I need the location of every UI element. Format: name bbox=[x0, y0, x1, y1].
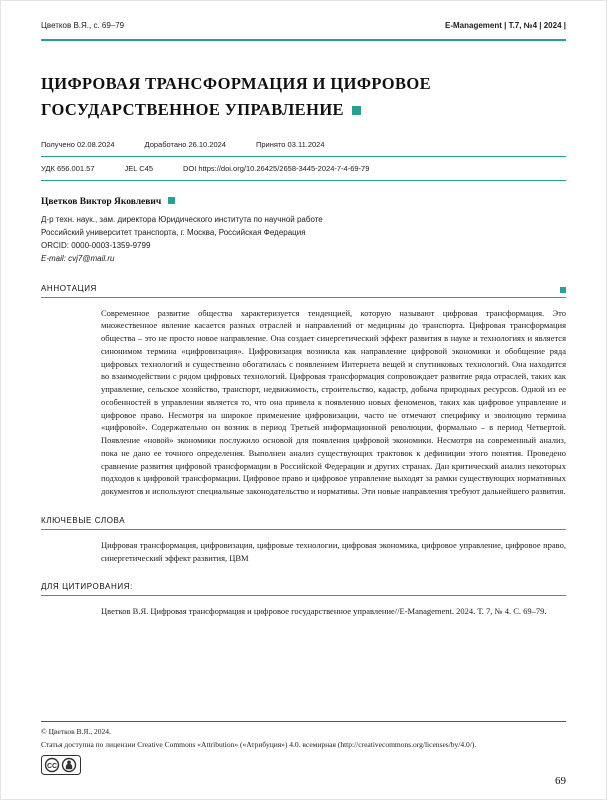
keywords-text: Цифровая трансформация, цифровизация, цифровые технологии, цифровая экономика, цифровое управление, цифровое право, синергетический эффект развития, ЦВМ bbox=[101, 539, 566, 563]
doi-link[interactable]: DOI https://doi.org/10.26425/2658-3445-2024-7-4-69-79 bbox=[183, 164, 370, 174]
keywords-heading: КЛЮЧЕВЫЕ СЛОВА bbox=[41, 515, 126, 525]
license-link[interactable]: Статья доступна по лицензии Creative Commons «Attribution» («Атрибуция») 4.0. всемирная (http://creativecommons.org/licenses/by/4.0/). bbox=[41, 739, 477, 749]
date-received: Получено 02.08.2024 bbox=[41, 140, 115, 150]
cc-by-badge-icon[interactable] bbox=[41, 755, 81, 775]
page-number: 69 bbox=[555, 775, 566, 787]
author-position: Д-р техн. наук., зам. директора Юридического института по научной работе bbox=[41, 215, 323, 225]
author-name bbox=[41, 195, 566, 210]
date-accepted: Принято 03.11.2024 bbox=[255, 140, 325, 150]
author-email-link[interactable]: E-mail: cvj7@mail.ru bbox=[41, 253, 115, 263]
keywords-section-header bbox=[41, 516, 566, 530]
accent-square-icon bbox=[560, 287, 566, 293]
keywords-section bbox=[41, 516, 566, 565]
svg-text:CC: CC bbox=[46, 762, 58, 770]
running-head-journal: E-Management | Т.7, №4 | 2024 | bbox=[445, 21, 566, 30]
article-title-text: ЦИФРОВАЯ ТРАНСФОРМАЦИЯ И ЦИФРОВОЕ ГОСУДАРСТВЕННОЕ УПРАВЛЕНИЕ bbox=[41, 74, 432, 119]
abstract-text: Современное развитие общества характеризуется тенденцией, которую называют цифровая трансформация. Это множественное явление касается разных отраслей и направлений от медицины до транспорта. Цифровая трансформация общества – это не просто новое направление. Она создает синергетический эффект развития в науке и технологиях и является синонимом термина «цифровизация». Цифровизация возникла как направление цифровой экономики и обобщение ряда цифровых технологий и существенно обогатилась с появлением Интернета вещей и спутниковых технологий. Она находится во взаимодействии с рядом цифровых технологий. Цифровая трансформация сопровождает развитие ряда отраслей, таких как управление, сельское хозяйство, транспорт, недвижимость, строительство, кадастр, добыча природных ресурсов. Одной из ее особенностей в управлении является то, что она привела к появлению новых феноменов, таких как цифровое управление и цифровое право. Несмотря на широкое применение цифровизации, часто не отмечают специфику и эволюцию термина «цифровой». Содержательно он возник в период Третьей информационной революции, формально – в период Четвертой. Появление «новой» экономики послужило основой для появления цифровой экономики. Несмотря на современный анализ, пока не дано ее точного определения. Выполнен анализ существующих трактовок к дефиниции этого понятия. Проведено сравнение развития цифровой трансформации в Российской Федерации и других странах. Дан критический анализ некоторых подходов к цифровой трансформации. Цифровое право и цифровое управление выходят за рамки существующих нормативных документов и используют специальные законодательство и нормативы. Эти новые направления требуют дальнейшего развития. bbox=[101, 307, 566, 496]
page-footer bbox=[41, 721, 566, 775]
udk-code: УДК 656.001.57 bbox=[41, 164, 95, 174]
identifiers-row bbox=[41, 164, 566, 181]
running-head bbox=[41, 21, 566, 41]
copyright-text: © Цветков В.Я., 2024. bbox=[41, 727, 111, 736]
citation-text: Цветков В.Я. Цифровая трансформация и цифровое государственное управление//E-Management. 2024. Т. 7, № 4. С. 69–79. bbox=[101, 606, 547, 617]
author-name-text: Цветков Виктор Яковлевич bbox=[41, 197, 162, 208]
accent-square-icon bbox=[168, 197, 175, 204]
citation-heading: ДЛЯ ЦИТИРОВАНИЯ: bbox=[41, 582, 133, 592]
citation-section bbox=[41, 582, 566, 618]
jel-code: JEL C45 bbox=[124, 164, 153, 174]
author-block bbox=[41, 195, 566, 265]
running-head-author: Цветков В.Я., с. 69–79 bbox=[41, 21, 125, 30]
dates-row bbox=[41, 140, 566, 157]
author-affiliation: Российский университет транспорта, г. Москва, Российская Федерация bbox=[41, 228, 306, 238]
article-page bbox=[1, 1, 606, 618]
author-orcid-link[interactable]: ORCID: 0000-0003-1359-9799 bbox=[41, 240, 151, 250]
date-revised: Доработано 26.10.2024 bbox=[144, 140, 226, 150]
footer-divider bbox=[41, 721, 566, 722]
abstract-heading: АННОТАЦИЯ bbox=[41, 283, 97, 293]
abstract-section-header bbox=[41, 284, 566, 298]
citation-section-header bbox=[41, 582, 566, 596]
accent-square-icon bbox=[352, 106, 361, 115]
abstract-section bbox=[41, 284, 566, 498]
article-title bbox=[41, 71, 566, 122]
